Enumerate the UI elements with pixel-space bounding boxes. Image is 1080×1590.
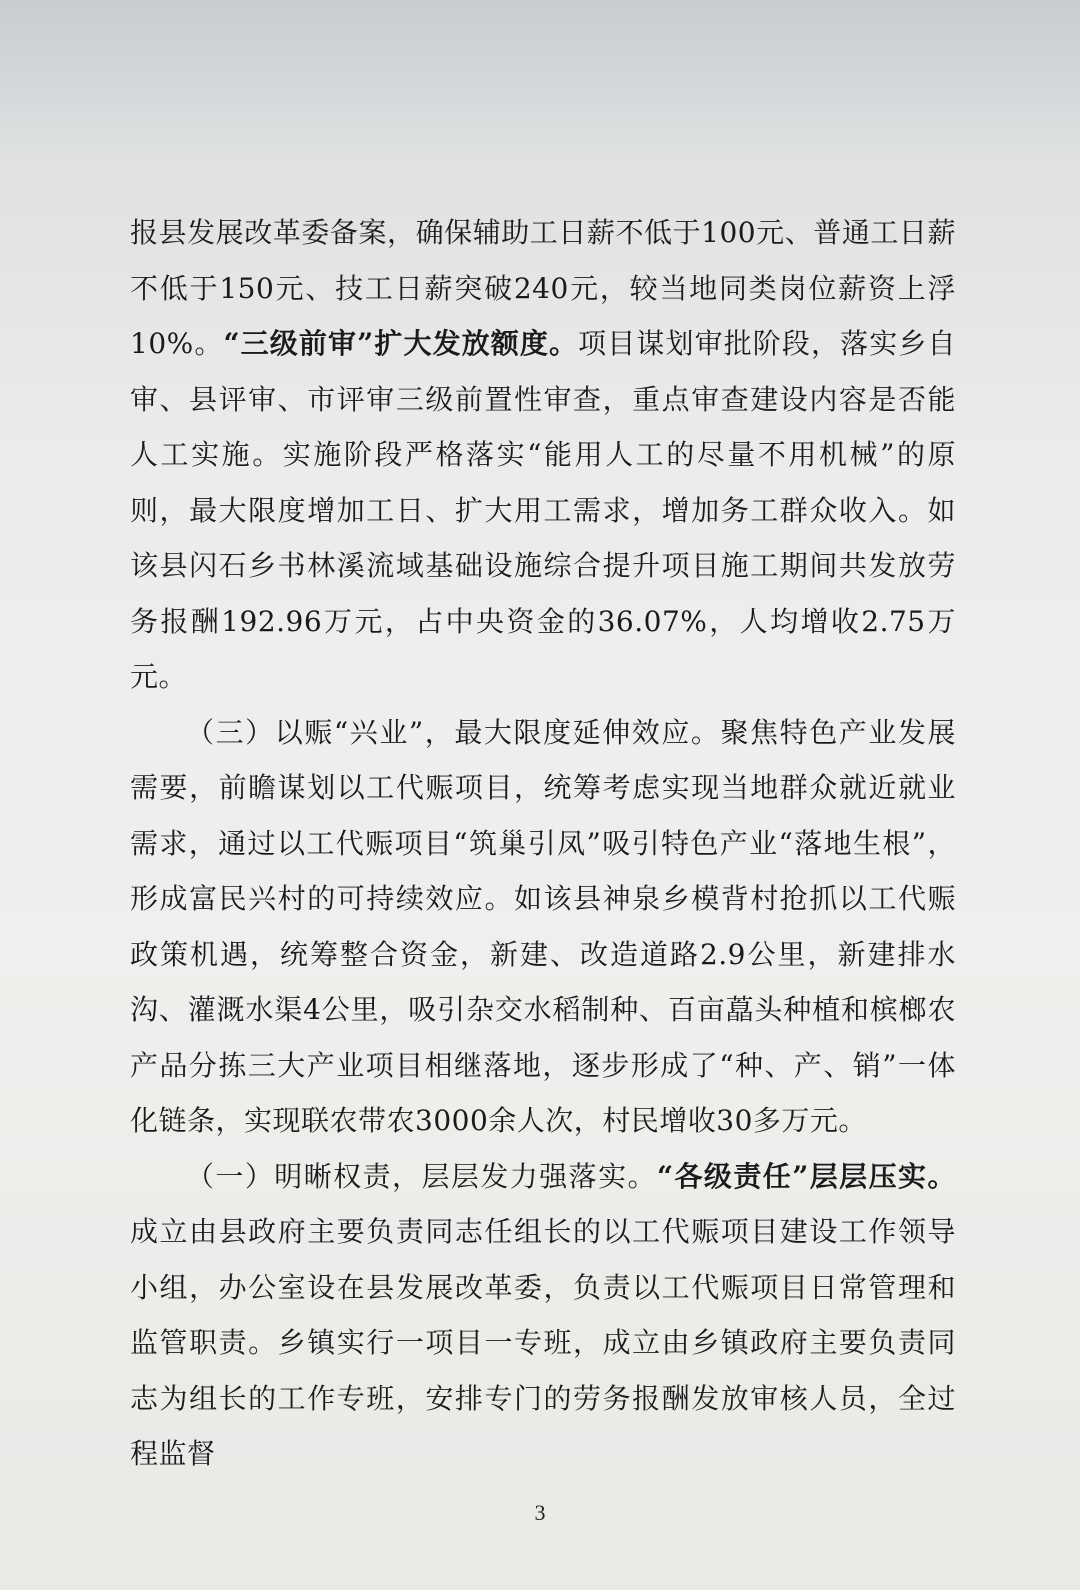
responsibility-text: 成立由县政府主要负责同志任组长的以工代赈项目建设工作领导小组，办公室设在县发展改革委，负责以工代赈项目日常管理和监管职责。乡镇实行一项目一专班，成立由乡镇政府主要负责同志为组长的工作专班，安排专门的劳务报酬发放审核人员，全过程监督	[130, 1215, 956, 1470]
page-number: 3	[534, 1500, 546, 1525]
three-level-review-heading: “三级前审”扩大发放额度。	[223, 327, 579, 360]
paragraph-responsibility	[130, 1149, 956, 1482]
paragraph-wage-standards	[130, 205, 956, 705]
responsibility-subheading: （一）明晰权责，层层发力强落实。	[186, 1159, 657, 1193]
three-level-review-text: 项目谋划审批阶段，落实乡自审、县评审、市评审三级前置性审查，重点审查建设内容是否能人工实施。实施阶段严格落实“能用人工的尽量不用机械”的原则，最大限度增加工日、扩大用工需求，增加务工群众收入。如该县闪石乡书林溪流域基础设施综合提升项目施工期间共发放劳务报酬192.96万元，占中央资金的36.07%，人均增收2.75万元。	[130, 327, 956, 693]
responsibility-bold-heading: “各级责任”层层压实。	[656, 1159, 956, 1193]
paragraph-industry	[130, 705, 956, 1149]
wage-standards-text: 报县发展改革委备案，确保辅助工日薪不低于100元、普通工日薪不低于150元、技工日薪突破240元，较当地同类岗位薪资上浮10%。	[130, 216, 956, 360]
industry-text: （三）以赈“兴业”，最大限度延伸效应。聚焦特色产业发展需要，前瞻谋划以工代赈项目，统筹考虑实现当地群众就近就业需求，通过以工代赈项目“筑巢引凤”吸引特色产业“落地生根”，形成富民兴村的可持续效应。如该县神泉乡模背村抢抓以工代赈政策机遇，统筹整合资金，新建、改造道路2.9公里，新建排水沟、灌溉水渠4公里，吸引杂交水稻制种、百亩藠头种植和槟榔农产品分拣三大产业项目相继落地，逐步形成了“种、产、销”一体化链条，实现联农带农3000余人次，村民增收30多万元。	[130, 715, 956, 1137]
